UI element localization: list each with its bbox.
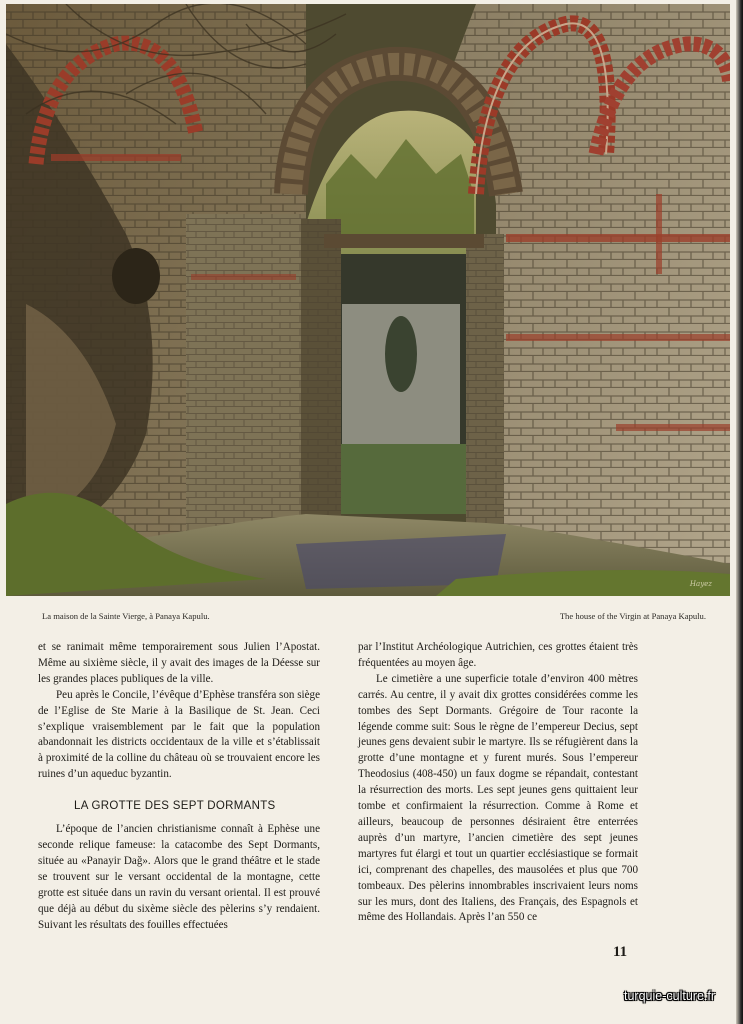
- paragraph: Peu après le Concile, l’évêque d’Ephèse transféra son siège de l’Eglise de Ste Marie à la Basilique de St. Jean. Ceci s’explique vraisemblement par le fait que la population abandonnait les districts occidentaux de la ville et s’établissait à proximité de la colline du château où se trouvaient encore les ruines d’un aqueduc byzantin.: [38, 688, 320, 781]
- page-number: 11: [613, 944, 628, 960]
- section-heading: LA GROTTE DES SEPT DORMANTS: [74, 800, 276, 813]
- ruins-painting-art: [6, 4, 730, 596]
- paragraph: et se ranimait même temporairement sous Julien l’Apostat. Même au sixième siècle, il y avait des images de la Déesse sur les grandes places publiques de la ville.: [38, 641, 320, 685]
- right-column: [358, 640, 638, 926]
- left-column: [38, 640, 320, 933]
- site-watermark: turquie-culture.fr: [624, 989, 716, 1003]
- painter-signature: Hayez: [689, 580, 712, 588]
- caption-french: La maison de la Sainte Vierge, à Panaya Kapulu.: [42, 611, 210, 621]
- page-edge: [736, 0, 743, 1024]
- caption-english: The house of the Virgin at Panaya Kapulu.: [559, 611, 706, 621]
- paragraph: L’époque de l’ancien christianisme connaît à Ephèse une seconde relique fameuse: la catacombe des Sept Dormants, située au «Panayir Dağ». Alors que le grand théâtre et le stade se trouvent sur le versant occidental de la montagne, cette grotte est située dans un ravin du versant oriental. Il est prouvé que déjà au début du sixème siècle des pèlerins s’y rendaient. Suivant les résultats des fouilles effectuées: [38, 823, 320, 931]
- ruins-painting: [6, 4, 730, 596]
- paragraph: Le cimetière a une superficie totale d’environ 400 mètres carrés. Au centre, il y avait dix grottes considérées comme les tombes des Sept Dormants. Grégoire de Tour raconte la légende comme suit: Sous le règne de l’empereur Decius, sept jeunes gens devaient subir le martyre. Ils se réfugièrent dans la grotte d’une montagne et y furent murés. Sous l’empereur Theodosius (408-450) un faux dogme se répandait, contestant la résurrection des morts. Les sept jeunes gens quittaient leur tombe et confirmaient la résurrection. Comme à Rome et ailleurs, beaucoup de personnes désiraient être enterrées auprès d’un martyre, l’ancien cimetière des sept jeunes martyres fut élargi et tout un quartier ecclésiastique se formait ici, comprenant des chapelles, des mausolées et plus que 700 tombeaux. Des pèlerins innombrables inscrivaient leurs noms sur les murs, dont des Italiens, des Français, des Espagnols et même des Hollandais. Après l’an 550 ce: [358, 672, 638, 924]
- paragraph: par l’Institut Archéologique Autrichien, ces grottes étaient très fréquentées au moyen âge.: [358, 641, 638, 669]
